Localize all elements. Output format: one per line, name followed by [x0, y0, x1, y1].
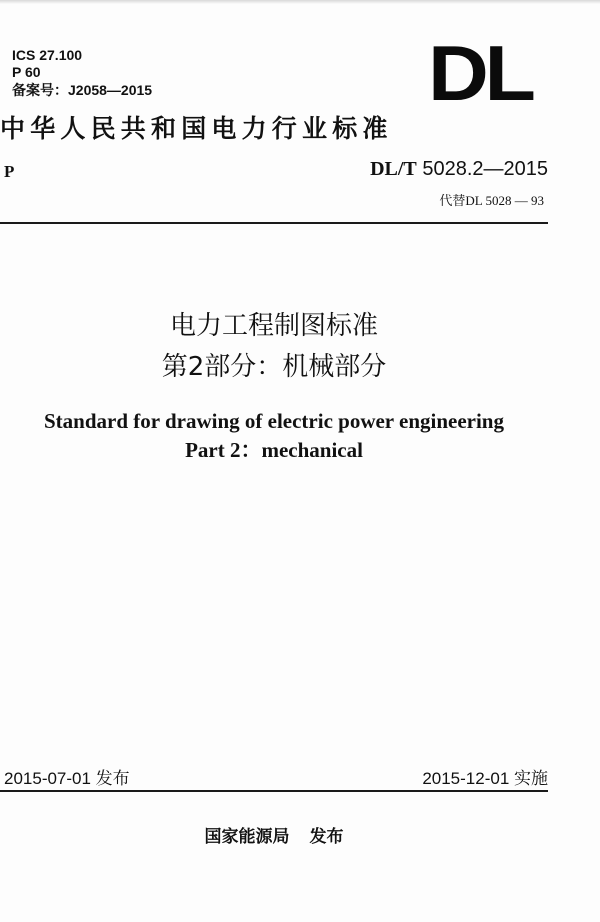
- title-cn-line-2: 第2部分：机械部分: [161, 352, 387, 382]
- standard-number: [370, 158, 548, 181]
- title-en-line-1: Standard for drawing of electric power engineering: [43, 409, 504, 433]
- ics-code: ICS 27.100: [12, 47, 83, 63]
- title-cn-line-1: 电力工程制图标准: [169, 311, 378, 341]
- standard-number-prefix: DL/T: [370, 158, 417, 180]
- standard-number-value: 5028.2—2015: [422, 158, 548, 180]
- top-divider: [0, 222, 548, 224]
- category-code: P 60: [12, 64, 41, 80]
- effective-date: 2015-12-01 实施: [422, 769, 548, 788]
- title-en-line-2: Part 2：mechanical: [185, 438, 363, 462]
- replaces-standard: 代替DL 5028 — 93: [439, 193, 544, 208]
- bottom-divider: [0, 790, 548, 792]
- filing-number: 备案号：J2058—2015: [12, 82, 153, 98]
- scan-edge: [0, 0, 600, 4]
- issuing-organization-line: 中华人民共和国电力行业标准: [0, 114, 393, 143]
- publisher-line: [0, 822, 548, 847]
- publisher-action: 发布: [309, 827, 344, 847]
- classification-letter: P: [4, 162, 15, 181]
- issue-date: 2015-07-01 发布: [4, 769, 130, 788]
- dl-logo: DL: [428, 29, 532, 117]
- publisher-name: 国家能源局: [204, 827, 290, 847]
